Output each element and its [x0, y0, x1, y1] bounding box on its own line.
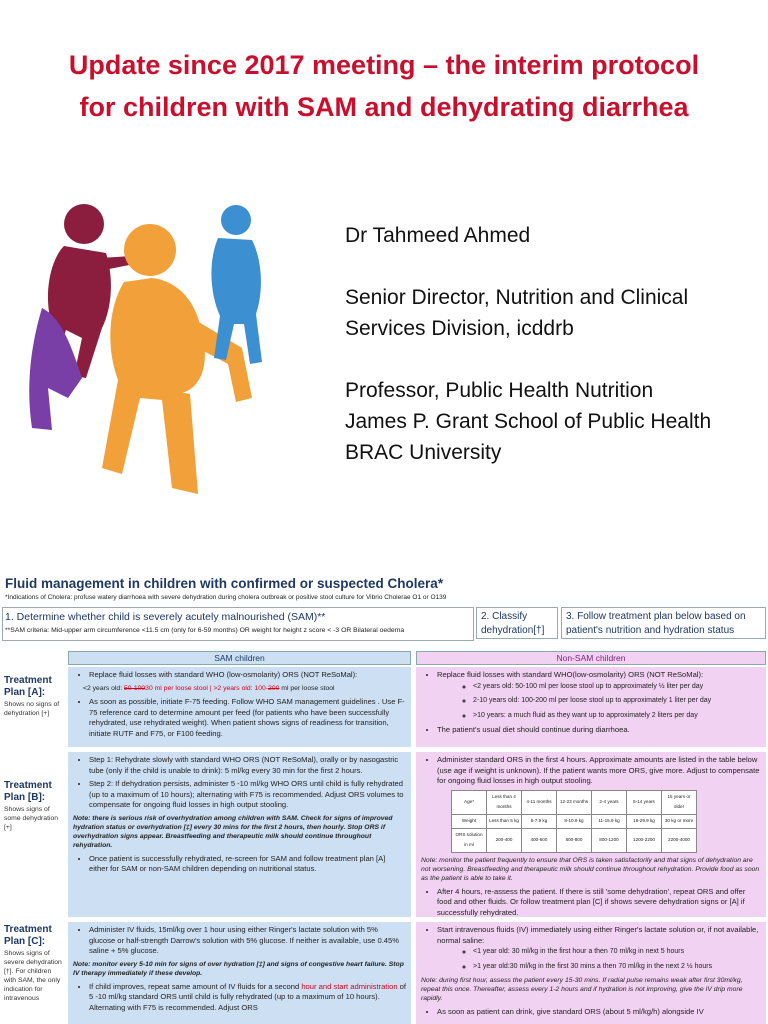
plan-a-sam-volumes: <2 years old: 50-10030 ml per loose stool | >2 years old: 100-200 ml per loose stool: [83, 684, 335, 692]
plan-b-non-note: Note: monitor the patient frequently to ensure that ORS is taken satisfactorily and that signs of dehydration are not worsening. Breastfeeding and therapeutic milk should continue throughout rehydration. Provide food as soon as the patient is able to take it.: [421, 856, 760, 882]
ors-table-cell: 800-1200: [592, 828, 627, 852]
ors-table-cell: 5-7.9 kg: [522, 814, 557, 828]
plan-c-sam-note: Note: monitor every 5-10 min for signs of over hydration [‡] and signs of congestive heart failure. Stop IV therapy immediately if these develop.: [73, 960, 404, 977]
speaker-name: Dr Tahmeed Ahmed: [345, 224, 531, 247]
plan-b-sam-item-1: • Step 1: Rehydrate slowly with standard WHO ORS (NOT ReSoMal), orally or by nasogastric tube (only if the child is unable to drink): 5 ml/kg every 30 min for the first 2 hours.: [89, 755, 406, 776]
ors-table-cell: 400-600: [522, 828, 557, 852]
slide-title: [10, 44, 758, 128]
plan-a-non-sub-2: ◦ 2-10 years old: 100-200 ml per loose stool up to approximately 1 liter per day: [473, 696, 761, 707]
ors-table-cell: Less than 4 months: [487, 790, 522, 814]
ors-table-cell: 1200-2200: [627, 828, 662, 852]
step-1-box: [2, 607, 474, 641]
doc-title: Fluid management in children with confirmed or suspected Cholera*: [5, 576, 444, 591]
speaker-name-block: [345, 220, 755, 251]
children-illustration: [22, 198, 272, 508]
step-1-criteria: **SAM criteria: Mid-upper arm circumference <11.5 cm (only for 6-59 months) OR weight for height z score < -3 OR Bilateral oedema: [5, 627, 405, 634]
speaker-role-2: [345, 375, 755, 468]
plan-b-sam-item-3: • Once patient is successfully rehydrated, re-screen for SAM and follow treatment plan [A] either for SAM or non-SAM children depending on nutritional status.: [89, 854, 406, 875]
plan-a-title: Treatment Plan [A]:: [4, 675, 52, 698]
ors-table-cell: 600-800: [557, 828, 592, 852]
plan-c-sam-item-2: • If child improves, repeat same amount of IV fluids for a second hour and start administration of 5 -10 ml/kg standard ORS until child is fully rehydrated (up to a maximum of 10 hours). Alternating with F75 is recommended. Adjust ORS: [89, 982, 406, 1014]
ors-table-cell: 12-23 months: [557, 790, 592, 814]
ors-table-cell: Age*: [452, 790, 487, 814]
role-2-line-3: BRAC University: [345, 441, 502, 464]
plan-b-non-item-1: • Administer standard ORS in the first 4 hours. Approximate amounts are listed in the table below (use age if weight is unknown). If the patient wants more ORS, give more. Adjust to compensate for ongoing fluid losses in high output stooling.: [437, 755, 761, 787]
ors-table-cell: 8-10.9 kg: [557, 814, 592, 828]
plan-c-non-sub-2: ◦ >1 year old:30 ml/kg in the first 30 mins a then 70 ml/kg in the next 2 ½ hours: [473, 962, 761, 973]
speaker-role-1: [345, 282, 755, 344]
ors-table-cell: 200-400: [487, 828, 522, 852]
blue-child-figure: [211, 205, 262, 364]
plan-c-title: Treatment Plan [C]:: [4, 924, 52, 947]
slide-title-line-2: for children with SAM and dehydrating diarrhea: [79, 92, 689, 122]
plan-b-sam-item-2: • Step 2: If dehydration persists, administer 5 -10 ml/kg WHO ORS until child is fully rehydrated (up to a maximum of 10 hours); alternating with F75 is recommended. Adjust ORS volumes to compensate for ongoing fluid losses in high output stooling.: [89, 779, 406, 811]
ors-table-cell: 16-29.9 kg: [627, 814, 662, 828]
plan-c-desc: Shows signs of severe dehydration [†]. For children with SAM, the only indication for intravenous: [4, 950, 62, 1002]
plan-b-desc: Shows signs of some dehydration [+]: [4, 806, 59, 831]
plan-a-label: [4, 675, 64, 718]
plan-a-desc: Shows no signs of dehydration [+]: [4, 701, 60, 717]
ors-table-cell: 2-4 years: [592, 790, 627, 814]
ors-table-row-age: [452, 790, 697, 814]
plan-b-sam-cell: [68, 752, 411, 917]
ors-table-row-weight: [452, 814, 697, 828]
plan-a-non-sub-1: ◦ <2 years old: 50-100 ml per loose stool up to approximately ½ liter per day: [473, 682, 761, 693]
plan-b-non-sam-cell: [416, 752, 766, 917]
ors-table-cell: Weight: [452, 814, 487, 828]
plan-c-sam-item-1: • Administer IV fluids, 15ml/kg over 1 hour using either Ringer's lactate solution with 5% glucose or half-strength Darrow's solution with 5% glucose. If neither is available, use 0.45% saline + 5% glucose.: [89, 925, 406, 957]
slide-title-line-1: Update since 2017 meeting – the interim protocol: [68, 50, 700, 80]
plan-a-sam-item-2: • As soon as possible, initiate F-75 feeding. Follow WHO SAM management guidelines . Use F-75 reference card to determine amount per feed (for patients who have been successfully rehydrated, use rehydrated weight). When patient shows signs of readiness for transition, initiate RUTF and F75, or F100 feeding.: [89, 697, 406, 739]
step-3-box: 3. Follow treatment plan below based on patient's nutrition and hydration status: [561, 607, 766, 639]
plan-b-label: [4, 780, 64, 832]
plan-a-sam-item-1: • Replace fluid losses with standard WHO (low-osmolarity) ORS (NOT ReSoMal): <2 years old: 50-10030 ml per loose stool | >2 years old: 100-200 ml per loose stool: [89, 670, 406, 694]
column-header-non-sam: Non-SAM children: [416, 651, 766, 665]
ors-table-cell: 30 kg or more: [662, 814, 697, 828]
ors-table-cell: 15 years or older: [662, 790, 697, 814]
speaker-info: [345, 220, 755, 499]
plan-a-sam-cell: [68, 667, 411, 747]
role-1-line-1: Senior Director, Nutrition and Clinical: [345, 286, 689, 309]
plan-a-non-sam-cell: [416, 667, 766, 747]
ors-table-cell: Less than 5 kg: [487, 814, 522, 828]
ors-table-row-volume: [452, 828, 697, 852]
column-header-sam: SAM children: [68, 651, 411, 665]
plan-a-non-item-1: • Replace fluid losses with standard WHO(low-osmolarity) ORS (NOT ReSoMal): ◦ <2 years old: 50-100 ml per loose stool up to approximately ½ liter per day ◦ 2-10 years old: 100-200 ml per loose stool up to approximately 1 liter per day ◦ >10 years: a much fluid as they want up to approximately 2 liters per day: [437, 670, 761, 721]
ors-table-cell: 5-14 years: [627, 790, 662, 814]
plan-c-non-sam-cell: [416, 922, 766, 1024]
ors-table-cell: 2200-4000: [662, 828, 697, 852]
role-1-line-2: Services Division, icddrb: [345, 317, 574, 340]
plan-a-non-item-2: • The patient's usual diet should continue during diarrhoea.: [437, 725, 761, 736]
step-2-box: 2. Classify dehydration[†]: [476, 607, 558, 639]
plan-c-non-item-2: • As soon as patient can drink, give standard ORS (about 5 ml/kg/h) alongside IV: [437, 1007, 761, 1018]
plan-c-sam-cell: [68, 922, 411, 1024]
plan-b-sam-note: Note: there is serious risk of overhydration among children with SAM. Check for signs of improved hydration status or overhydration [‡] every 30 mins for the first 2 hours, then hourly. Stop ORS if overhydration signs appear. Breastfeeding and therapeutic milk should continue throughout rehydration.: [73, 814, 393, 849]
plan-c-non-sub-1: ◦ <1 year old: 30 ml/kg in the first hour a then 70 ml/kg in next 5 hours: [473, 947, 761, 958]
plan-b-non-item-2: • After 4 hours, re-assess the patient. If there is still 'some dehydration', repeat ORS and offer food and other fluids. Or follow treatment plan [C] if shows severe dehydration signs or [A] if successfully rehydrated.: [437, 887, 761, 918]
doc-indications: *Indications of Cholera: profuse watery diarrhoea with severe dehydration during cholera outbreak or positive stool culture for Vibrio Cholerae O1 or O139: [5, 594, 447, 601]
ors-amount-table: [451, 790, 697, 853]
role-2-line-1: Professor, Public Health Nutrition: [345, 379, 654, 402]
ors-table-cell: ORS solution in ml: [452, 828, 487, 852]
plan-c-label: [4, 924, 64, 1003]
ors-table-cell: 4-11 months: [522, 790, 557, 814]
step-1-title: 1. Determine whether child is severely acutely malnourished (SAM)**: [5, 611, 326, 623]
cholera-protocol-document: [0, 568, 768, 1024]
plan-a-non-sub-3: ◦ >10 years: a much fluid as they want up to approximately 2 liters per day: [473, 711, 761, 722]
role-2-line-2: James P. Grant School of Public Health: [345, 410, 712, 433]
ors-table-cell: 11-15.9 kg: [592, 814, 627, 828]
step-header-row: [0, 607, 768, 641]
plan-c-non-item-1: • Start intravenous fluids (IV) immediately using either Ringer's lactate solution or, if not available, normal saline: ◦ <1 year old: 30 ml/kg in the first hour a then 70 ml/kg in next 5 hours ◦ >1 year old:30 ml/kg in the first 30 mins a then 70 ml/kg in the next 2 ½ hours: [437, 925, 761, 972]
plan-b-title: Treatment Plan [B]:: [4, 780, 52, 803]
plan-c-non-note: Note: during first hour, assess the patient every 15-30 mins. If radial pulse remains weak after first 30ml/kg, repeat this once. Thereafter, assess every 1-2 hours and if hydration is not improving, give the IV drip more rapidly.: [421, 977, 743, 1002]
